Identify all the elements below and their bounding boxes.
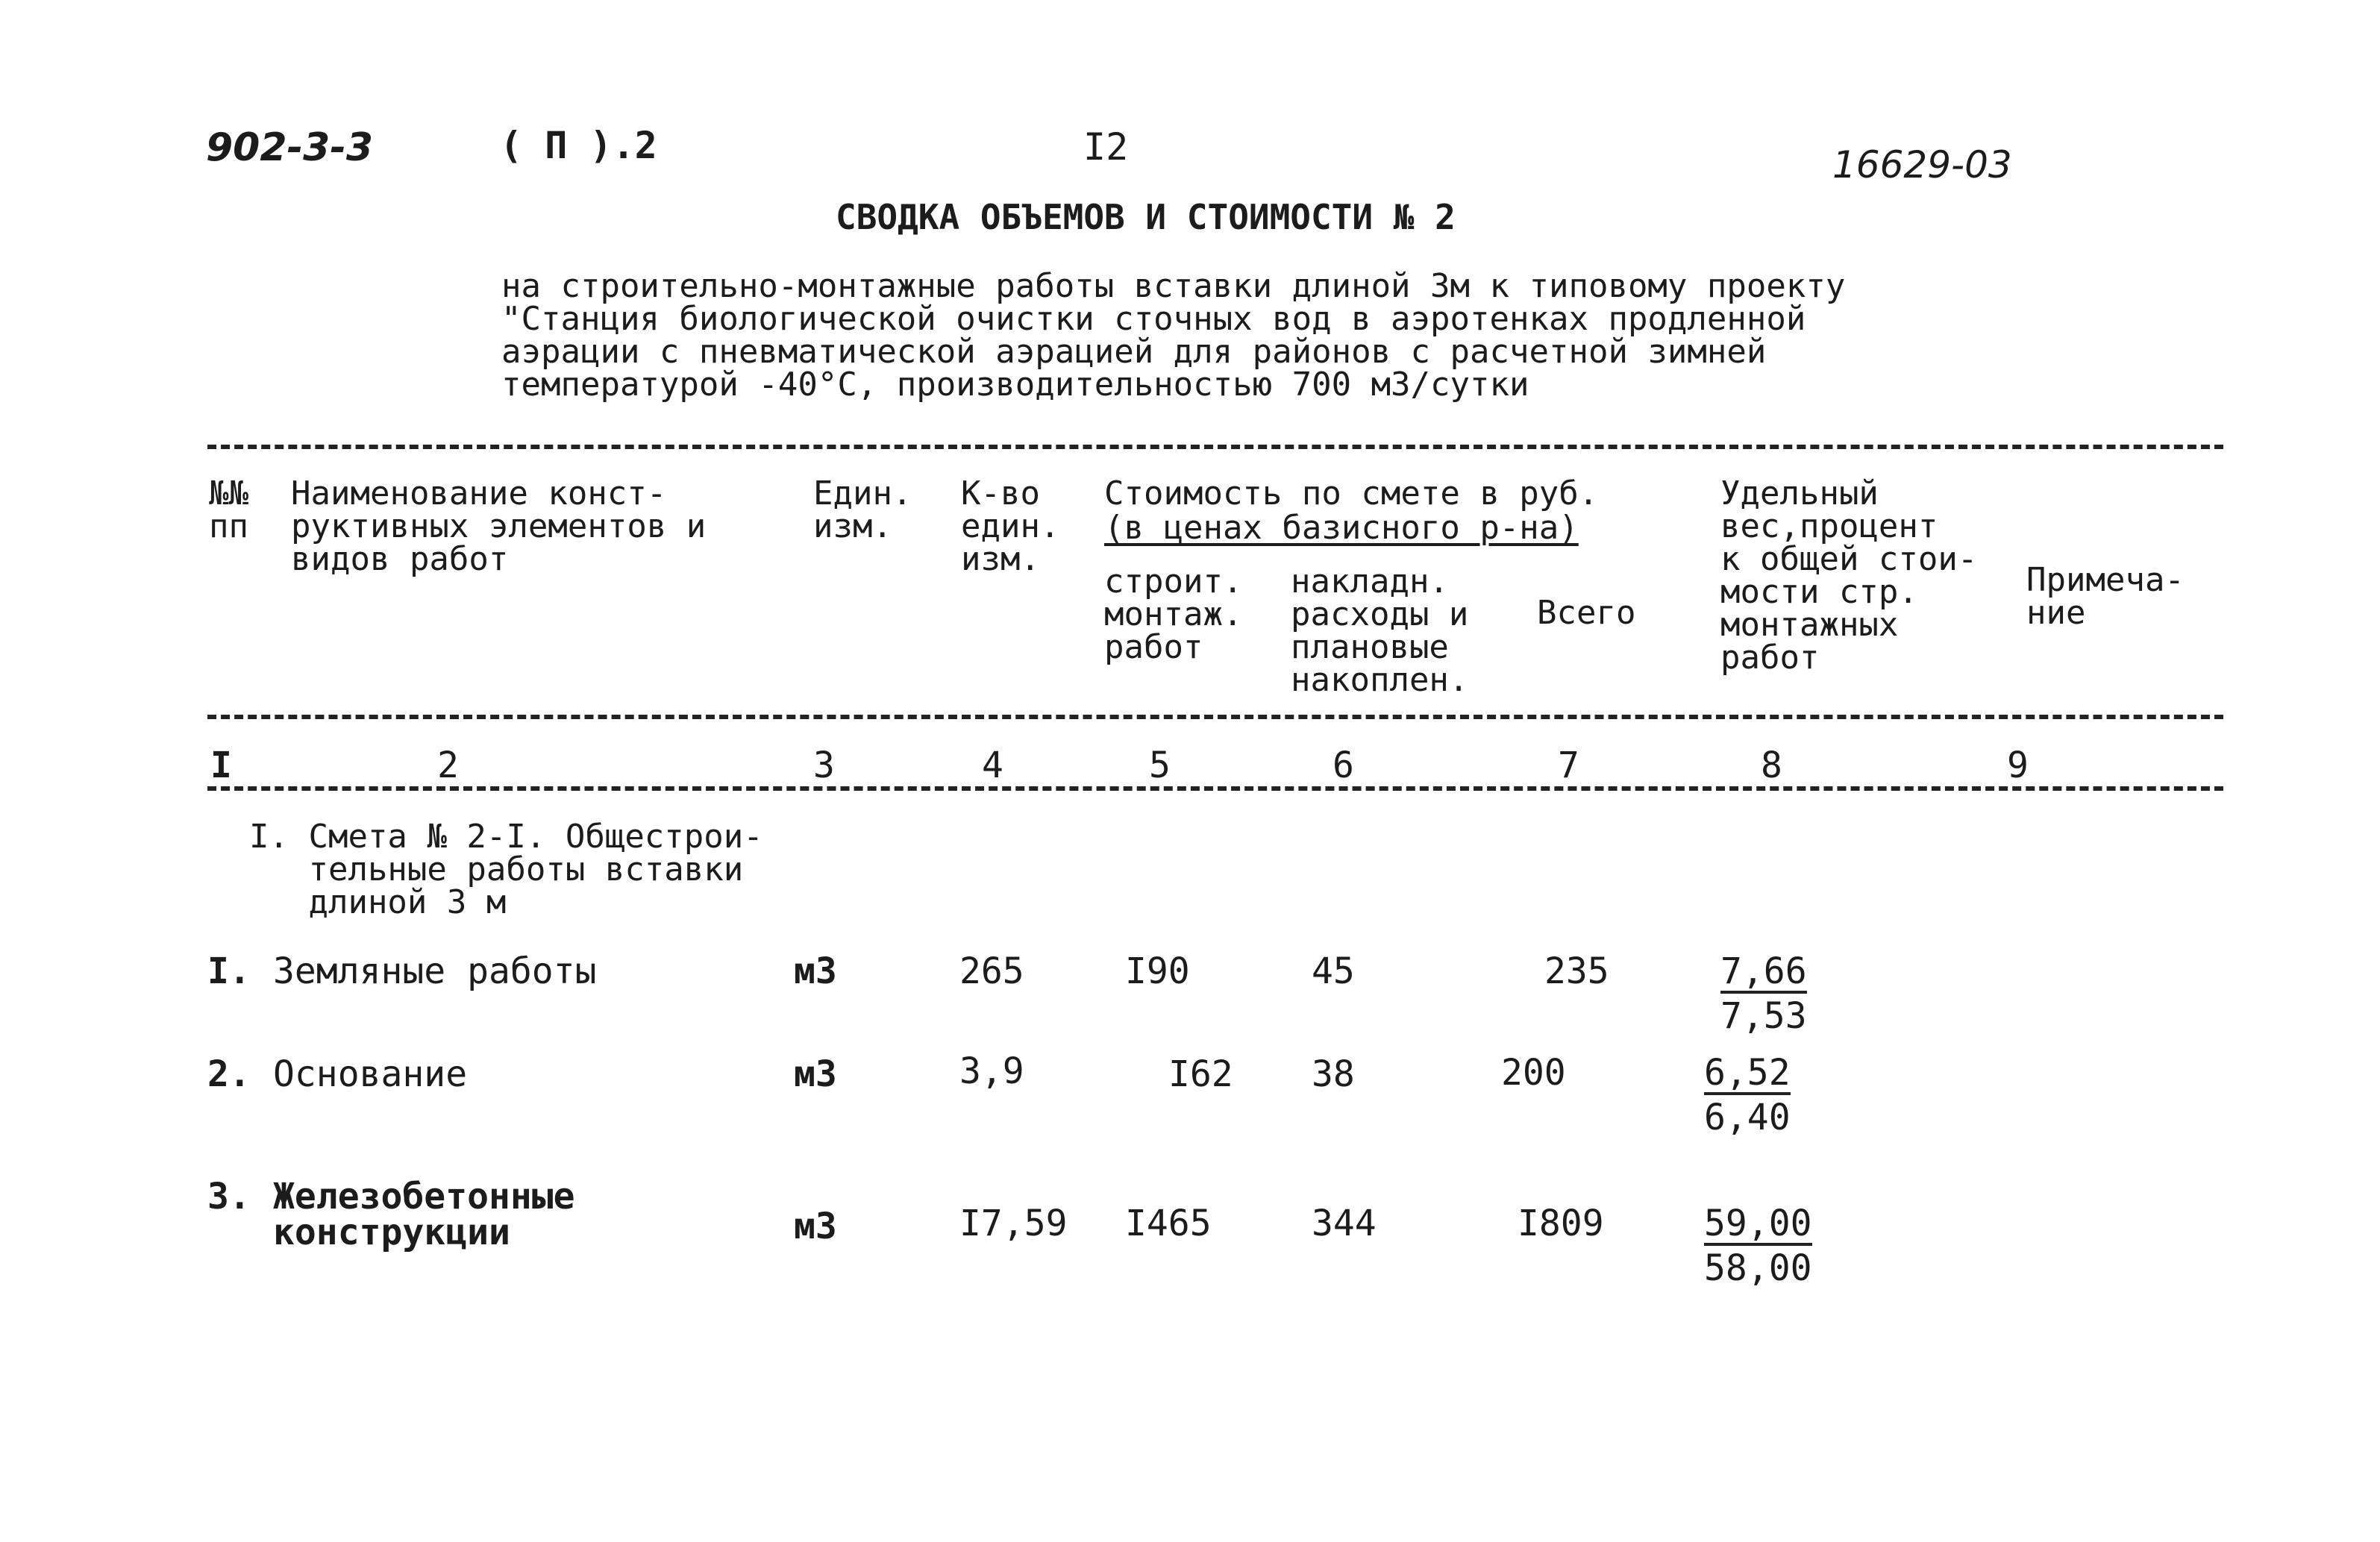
row-qty: I7,59: [959, 1203, 1068, 1244]
header-cost-line2: (в ценах базисного р-на): [1104, 509, 1579, 547]
header-overhead: накладн. расходы и плановые накоплен.: [1291, 562, 1469, 699]
row-share-top: 7,66: [1720, 950, 1807, 992]
row-total: I809: [1518, 1203, 1604, 1244]
header-total: Всего: [1537, 594, 1636, 632]
document-code: 902-3-3: [206, 125, 374, 170]
header-unit: Един. изм.: [813, 474, 912, 545]
row-share-bottom: 7,53: [1720, 995, 1807, 1037]
row-overhead: 38: [1312, 1053, 1355, 1095]
table-top-rule: [207, 445, 2223, 449]
row-share: [1720, 950, 1807, 1037]
row-share-top: 6,52: [1704, 1052, 1791, 1094]
column-number: 6: [1333, 745, 1354, 786]
column-number: 2: [437, 745, 459, 786]
column-number: 9: [2007, 745, 2029, 786]
row-share: [1704, 1203, 1812, 1289]
subtitle-line: на строительно-монтажные работы вставки длиной 3м к типовому проекту: [501, 267, 1846, 305]
row-share-top: 59,00: [1704, 1203, 1812, 1244]
archive-stamp: 16629-03: [1832, 143, 2012, 187]
header-name: Наименование конст- руктивных элементов и видов работ: [291, 474, 707, 578]
row-name: Основание: [273, 1053, 468, 1095]
header-qty: К-во един. изм.: [961, 474, 1060, 578]
subtitle-line: "Станция биологической очистки сточных вод в аэротенках продленной: [501, 300, 1806, 338]
column-number: 3: [813, 745, 835, 786]
row-smr: I90: [1125, 950, 1190, 992]
column-number: 4: [982, 745, 1003, 786]
row-number: 2.: [207, 1053, 251, 1095]
header-note: Примеча- ние: [2026, 561, 2185, 632]
row-number: 3.: [207, 1176, 251, 1217]
row-share-bottom: 58,00: [1704, 1247, 1812, 1289]
row-name: Железобетонные конструкции: [273, 1176, 575, 1253]
row-number: I.: [207, 950, 251, 992]
row-share-bottom: 6,40: [1704, 1097, 1791, 1138]
row-qty: 3,9: [959, 1050, 1024, 1092]
row-unit: м3: [794, 950, 837, 992]
subtitle-line: температурой -40°С, производительностью 700 м3/сутки: [501, 366, 1529, 404]
document-part: ( П ).2: [500, 124, 657, 167]
column-number: I: [210, 745, 232, 786]
header-bottom-rule: [207, 715, 2223, 719]
column-number: 8: [1761, 745, 1782, 786]
subtitle-line: аэрации с пневматической аэрацией для районов с расчетной зимней: [501, 333, 1767, 371]
row-total: 235: [1544, 950, 1609, 992]
row-qty: 265: [959, 950, 1024, 992]
column-number: 5: [1149, 745, 1171, 786]
row-unit: м3: [794, 1206, 837, 1247]
section-title: I. Смета № 2-I. Общестрои- тельные работы вставки длиной 3 м: [249, 818, 763, 921]
header-cost-line1: Стоимость по смете в руб.: [1104, 474, 1599, 513]
row-overhead: 45: [1312, 950, 1355, 992]
header-num: №№ пп: [209, 474, 248, 545]
row-share: [1704, 1052, 1791, 1138]
header-share: Удельный вес,процент к общей стои- мости стр. монтажных работ: [1720, 474, 1978, 677]
column-numbers-rule: [207, 786, 2223, 791]
header-smr: строит. монтаж. работ: [1104, 562, 1243, 666]
page-number: I2: [1083, 125, 1129, 169]
row-overhead: 344: [1312, 1203, 1377, 1244]
row-unit: м3: [794, 1053, 837, 1095]
row-total: 200: [1501, 1052, 1566, 1094]
document-subtitle: [501, 267, 1846, 404]
row-smr: I465: [1125, 1203, 1212, 1244]
header-cost-group: [1104, 474, 1599, 547]
column-number: 7: [1558, 745, 1579, 786]
row-name: Земляные работы: [273, 950, 597, 992]
row-smr: I62: [1168, 1053, 1233, 1095]
document-title: СВОДКА ОБЪЕМОВ И СТОИМОСТИ № 2: [836, 197, 1456, 237]
